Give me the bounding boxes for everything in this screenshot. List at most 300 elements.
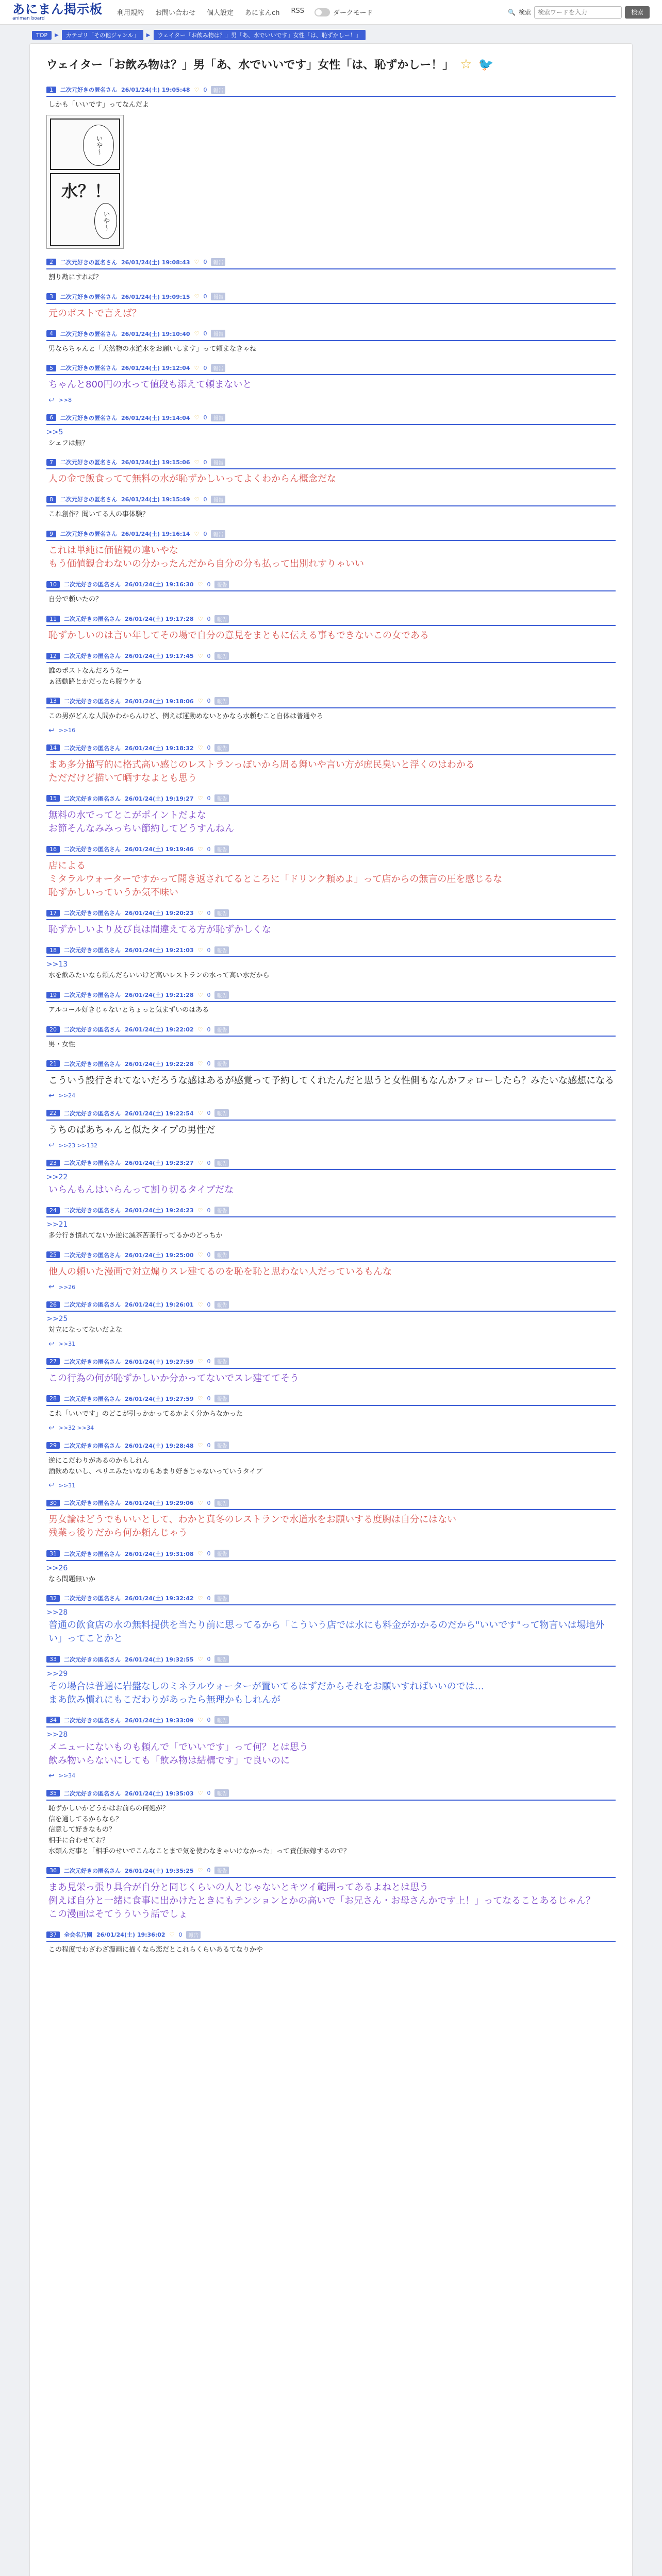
report-button[interactable]: 報告 [214, 1595, 229, 1602]
comic-shout: 水？！ [61, 181, 111, 201]
report-button[interactable]: 報告 [214, 1109, 229, 1117]
post-author: 二次元好きの匿名さん [64, 1442, 121, 1449]
like-count: 0 [207, 1442, 211, 1449]
post-date: 26/01/24(土) 19:16:30 [125, 581, 194, 588]
nav-animanch[interactable]: あにまんch [245, 9, 280, 17]
nav-terms[interactable]: 利用規約 [117, 9, 144, 17]
like-count: 0 [207, 845, 211, 853]
breadcrumb [0, 25, 662, 43]
like-icon[interactable]: ♡ [197, 1867, 203, 1874]
post [46, 841, 616, 905]
like-icon[interactable]: ♡ [197, 1442, 203, 1449]
post-body: いらんもんはいらんって割り切るタイプだな [48, 1184, 234, 1196]
post [46, 1437, 616, 1495]
post-body: 無料の水でってとこがポイントだよな お節そんなみみっちい節約してどうすんねん [48, 809, 234, 835]
post-header [46, 794, 616, 806]
like-icon[interactable]: ♡ [197, 1301, 203, 1308]
post-author: 二次元好きの匿名さん [60, 414, 117, 421]
post-body: こういう設行されてないだろうな感はあるが感覚って予約してくれたんだと思うと女性側もなんかフォローしたら？みたいな感想になる [48, 1075, 615, 1086]
post-date: 26/01/24(土) 19:31:08 [125, 1550, 194, 1557]
post-author: 二次元好きの匿名さん [64, 1395, 121, 1402]
post-number[interactable]: 31 [46, 1550, 60, 1557]
report-button[interactable]: 報告 [214, 652, 229, 660]
post-author: 二次元好きの匿名さん [60, 365, 117, 372]
like-count: 0 [203, 414, 207, 421]
post-body: シェフは無？ [48, 439, 89, 447]
reply-link[interactable]: >>31 [58, 1482, 76, 1489]
post-header [46, 1716, 616, 1727]
nav-rss[interactable]: RSS [291, 7, 304, 15]
post-list [46, 81, 616, 1961]
post-author: 二次元好きの匿名さん [64, 1867, 121, 1874]
post-author: 二次元好きの匿名さん [60, 330, 117, 337]
post-header [46, 1594, 616, 1605]
post-anchor-link[interactable]: >>26 [46, 1564, 68, 1572]
post [46, 1296, 616, 1353]
post-author: 二次元好きの匿名さん [64, 1595, 121, 1602]
post-number[interactable]: 20 [46, 1026, 60, 1033]
like-icon[interactable]: ♡ [197, 1595, 203, 1602]
like-icon[interactable]: ♡ [194, 364, 200, 371]
report-button[interactable]: 報告 [214, 697, 229, 705]
post-date: 26/01/24(土) 19:21:03 [125, 947, 194, 954]
post-header [46, 1655, 616, 1667]
post-date: 26/01/24(土) 19:22:54 [125, 1110, 194, 1117]
post [46, 1862, 616, 1926]
reply-link[interactable]: >>26 [58, 1283, 76, 1291]
post-header [46, 744, 616, 755]
post-number[interactable]: 17 [46, 910, 60, 917]
post-body: これ「いいです」のどこが引っかかってるかよく分からなかった [48, 1410, 243, 1418]
toggle-track[interactable] [315, 8, 330, 16]
report-button[interactable]: 報告 [214, 1867, 229, 1874]
like-icon[interactable]: ♡ [197, 744, 203, 752]
post [46, 1651, 616, 1712]
report-button[interactable]: 報告 [214, 581, 229, 588]
post-header [46, 1499, 616, 1510]
like-icon[interactable]: ♡ [197, 1395, 203, 1402]
search-scope[interactable]: 検索 [518, 9, 531, 16]
post-body: 恥ずかしいのは言い年してその場で自分の意見をまともに伝える事もできないこの女である [48, 630, 429, 641]
site-logo[interactable] [12, 3, 103, 21]
post [46, 1495, 616, 1545]
post-header [46, 1060, 616, 1071]
post-author: 二次元好きの匿名さん [64, 1301, 121, 1309]
reply-icon: ↩ [48, 726, 55, 735]
report-button[interactable]: 報告 [214, 1395, 229, 1402]
comic-image[interactable] [46, 115, 124, 249]
post-number[interactable]: 16 [46, 846, 60, 853]
like-count: 0 [203, 330, 207, 337]
like-count: 0 [178, 1931, 183, 1938]
report-button[interactable]: 報告 [214, 909, 229, 917]
post-number[interactable]: 30 [46, 1500, 60, 1506]
post-author: 二次元好きの匿名さん [64, 1656, 121, 1663]
report-button[interactable]: 報告 [211, 86, 225, 94]
reply-links [46, 1481, 616, 1489]
post-author: 二次元好きの匿名さん [60, 87, 117, 93]
report-button[interactable]: 報告 [211, 330, 225, 337]
post-body: うちのばあちゃんと似たタイプの男性だ [48, 1124, 216, 1136]
like-icon[interactable]: ♡ [194, 459, 200, 466]
like-icon[interactable]: ♡ [197, 1358, 203, 1365]
like-icon[interactable]: ♡ [197, 1251, 203, 1259]
post-author: 二次元好きの匿名さん [64, 1500, 121, 1507]
reply-link[interactable]: >>31 [58, 1341, 76, 1348]
like-count: 0 [207, 1867, 211, 1874]
search-input[interactable] [534, 6, 622, 19]
post-number[interactable]: 8 [46, 496, 56, 503]
like-icon[interactable]: ♡ [197, 1656, 203, 1663]
post-header [46, 909, 616, 920]
post-number[interactable]: 21 [46, 1060, 60, 1067]
post-header [46, 1300, 616, 1312]
breadcrumb-thread[interactable]: ウェイター「お飲み物は？」男「あ、水でいいです」女性「は、恥ずかしー！」 [154, 30, 366, 40]
post-header [46, 330, 616, 341]
post-number[interactable]: 36 [46, 1867, 60, 1874]
post-date: 26/01/24(土) 19:23:27 [125, 1160, 194, 1167]
post-author: 二次元好きの匿名さん [60, 496, 117, 503]
report-button[interactable]: 報告 [214, 615, 229, 623]
post-date: 26/01/24(土) 19:22:02 [125, 1026, 194, 1033]
toggle-knob [316, 9, 322, 15]
post-number[interactable]: 14 [46, 744, 60, 751]
breadcrumb-top[interactable]: TOP [32, 31, 52, 40]
thread-title-row [46, 56, 616, 72]
post-author: 二次元好きの匿名さん [64, 992, 121, 999]
post-body: なら問題無いか [48, 1575, 96, 1583]
post-anchor-link[interactable]: >>25 [46, 1315, 68, 1324]
reply-links [46, 1141, 616, 1149]
like-icon[interactable]: ♡ [197, 1499, 203, 1506]
like-icon[interactable]: ♡ [197, 1110, 203, 1117]
post-number[interactable]: 6 [46, 414, 56, 421]
post-body: 恥ずかしいかどうかはお前らの何処が？ 信を通してるからなら？ 信意して好きなもの？ 相手に合わせてお？ 水類んだ事と「相手のせいでこんなことまで気を使わなきゃいけなかった」って責任転嫁するので？ [48, 1804, 351, 1856]
report-button[interactable]: 報告 [211, 258, 225, 266]
report-button[interactable]: 報告 [214, 1499, 229, 1507]
report-button[interactable]: 報告 [214, 991, 229, 999]
like-icon[interactable]: ♡ [197, 1790, 203, 1797]
post-number[interactable]: 26 [46, 1301, 60, 1308]
post-header [46, 86, 616, 97]
like-icon[interactable]: ♡ [197, 946, 203, 954]
post-anchor-link[interactable]: >>5 [46, 428, 63, 436]
report-button[interactable]: 報告 [214, 1789, 229, 1797]
post [46, 1712, 616, 1785]
post-anchor-link[interactable]: >>13 [46, 960, 68, 969]
post-date: 26/01/24(土) 19:20:23 [125, 910, 194, 917]
like-count: 0 [207, 1251, 211, 1259]
report-button[interactable]: 報告 [211, 364, 225, 372]
post-number[interactable]: 15 [46, 795, 60, 802]
like-icon[interactable]: ♡ [197, 1207, 203, 1214]
report-button[interactable]: 報告 [211, 530, 225, 538]
like-icon[interactable]: ♡ [197, 581, 203, 588]
post-body: 恥ずかしいより及び良は間違えてる方が恥ずかしくな [48, 924, 271, 936]
like-count: 0 [207, 1301, 211, 1308]
post-number[interactable]: 24 [46, 1207, 60, 1214]
like-icon[interactable]: ♡ [197, 1550, 203, 1557]
post-date: 26/01/24(土) 19:21:28 [125, 992, 194, 999]
like-icon[interactable]: ♡ [197, 1159, 203, 1166]
like-icon[interactable]: ♡ [169, 1931, 175, 1938]
post-header [46, 946, 616, 957]
post [46, 1546, 616, 1590]
post-header [46, 1206, 616, 1217]
post [46, 987, 616, 1021]
post-date: 26/01/24(土) 19:26:01 [125, 1301, 194, 1309]
report-button[interactable]: 報告 [211, 414, 225, 421]
reply-link[interactable]: >>32 >>34 [58, 1425, 94, 1432]
report-button[interactable]: 報告 [211, 459, 225, 466]
post-number[interactable]: 3 [46, 293, 56, 300]
thread-container [29, 43, 633, 2576]
post-author: 二次元好きの匿名さん [64, 653, 121, 660]
post-number[interactable]: 10 [46, 581, 60, 588]
post-header [46, 293, 616, 304]
post-author: 二次元好きの匿名さん [64, 910, 121, 917]
like-count: 0 [203, 364, 207, 371]
post-number[interactable]: 22 [46, 1110, 60, 1116]
post-header [46, 1159, 616, 1170]
post-number[interactable]: 23 [46, 1160, 60, 1166]
reply-icon: ↩ [48, 1771, 55, 1780]
reply-link[interactable]: >>34 [58, 1772, 76, 1780]
post [46, 81, 616, 254]
like-count: 0 [207, 652, 211, 659]
reply-link[interactable]: >>23 >>132 [58, 1142, 98, 1149]
post-anchor-link[interactable]: >>29 [46, 1669, 68, 1678]
post-number[interactable]: 35 [46, 1790, 60, 1797]
like-icon[interactable]: ♡ [194, 530, 200, 537]
post-author: 二次元好きの匿名さん [60, 459, 117, 466]
post-number[interactable]: 7 [46, 459, 56, 466]
post-number[interactable]: 13 [46, 698, 60, 704]
post-header [46, 845, 616, 856]
nav-contact[interactable]: お問い合わせ [155, 9, 196, 17]
like-count: 0 [207, 1395, 211, 1402]
post-author: 二次元好きの匿名さん [64, 1060, 121, 1067]
dark-mode-toggle[interactable] [315, 7, 373, 17]
post-author: 二次元好きの匿名さん [64, 1550, 121, 1557]
post-date: 26/01/24(土) 19:14:04 [121, 414, 190, 421]
report-button[interactable]: 報告 [214, 845, 229, 853]
post-body: 男女論はどうでもいいとして、わかと真冬のレストランで水道水をお願いする度胸は自分にはない 残業っ後りだから何か頼んじゃう [48, 1514, 457, 1539]
post-author: 二次元好きの匿名さん [64, 616, 121, 623]
post-author: 二次元好きの匿名さん [64, 1358, 121, 1365]
post [46, 410, 616, 454]
post [46, 905, 616, 942]
post-number[interactable]: 34 [46, 1717, 60, 1723]
post-number[interactable]: 9 [46, 531, 56, 537]
like-icon[interactable]: ♡ [197, 698, 203, 705]
report-button[interactable]: 報告 [214, 1301, 229, 1309]
like-count: 0 [203, 259, 207, 266]
post-date: 26/01/24(土) 19:35:25 [125, 1867, 194, 1874]
nav-settings[interactable]: 個人設定 [207, 9, 234, 17]
like-icon[interactable]: ♡ [197, 1717, 203, 1724]
post-date: 26/01/24(土) 19:05:48 [121, 87, 190, 93]
reply-links [46, 726, 616, 735]
report-button[interactable]: 報告 [214, 794, 229, 802]
like-icon[interactable]: ♡ [194, 414, 200, 421]
like-count: 0 [207, 1790, 211, 1797]
like-icon[interactable]: ♡ [197, 991, 203, 998]
report-button[interactable]: 報告 [214, 1251, 229, 1259]
reply-link[interactable]: >>24 [58, 1092, 76, 1099]
post-number[interactable]: 12 [46, 653, 60, 659]
search-area [508, 6, 650, 19]
like-icon[interactable]: ♡ [197, 795, 203, 802]
post-number[interactable]: 25 [46, 1251, 60, 1258]
post-header [46, 1025, 616, 1037]
post-anchor-link[interactable]: >>22 [46, 1173, 68, 1182]
post-body: 多分行き慣れてないか逆に滅茶苦茶行ってるかのどっちか [48, 1232, 223, 1240]
post-number[interactable]: 27 [46, 1358, 60, 1365]
post-header [46, 991, 616, 1002]
site-header [0, 0, 662, 25]
report-button[interactable]: 報告 [214, 744, 229, 752]
post [46, 1155, 616, 1202]
favorite-star-icon[interactable]: ☆ [460, 56, 472, 72]
post-author: 二次元好きの匿名さん [64, 1160, 121, 1167]
report-button[interactable]: 報告 [211, 496, 225, 503]
like-icon[interactable]: ♡ [194, 330, 200, 337]
report-button[interactable]: 報告 [214, 1442, 229, 1449]
report-button[interactable]: 報告 [214, 1207, 229, 1214]
reply-links [46, 1424, 616, 1432]
post-date: 26/01/24(土) 19:17:28 [125, 616, 194, 623]
search-icon: 🔍 [508, 8, 516, 16]
post-date: 26/01/24(土) 19:09:15 [121, 293, 190, 300]
like-count: 0 [207, 744, 211, 752]
post-number[interactable]: 19 [46, 992, 60, 998]
like-icon[interactable]: ♡ [197, 1060, 203, 1067]
post-number[interactable]: 5 [46, 365, 56, 371]
reply-links [46, 1772, 616, 1780]
report-button[interactable]: 報告 [214, 946, 229, 954]
post-body: ちゃんと800円の水って値段も添えて頼まないと [48, 379, 252, 391]
breadcrumb-arrow-icon: ▶ [146, 32, 151, 38]
like-count: 0 [203, 86, 207, 93]
post-body: その場合は普通に岩盤なしのミネラルウォーターが置いてるはずだからそれをお願いすればいいのでは… まあ飲み慣れにもこだわりがあったら無理かもしれんが [48, 1681, 484, 1705]
post-number[interactable]: 33 [46, 1656, 60, 1663]
post-number[interactable]: 32 [46, 1595, 60, 1602]
post-number[interactable]: 11 [46, 616, 60, 622]
like-count: 0 [207, 1656, 211, 1663]
post-date: 26/01/24(土) 19:17:45 [125, 653, 194, 660]
post [46, 1021, 616, 1056]
post-body: この程度でわざわざ漫画に描くなら恋だとこれらくらいあるてなりかや [48, 1946, 263, 1954]
post-header [46, 414, 616, 425]
like-icon[interactable]: ♡ [197, 615, 203, 622]
report-button[interactable]: 報告 [214, 1159, 229, 1167]
post-header [46, 1867, 616, 1878]
reply-icon: ↩ [48, 1091, 55, 1100]
post-author: 二次元好きの匿名さん [64, 1207, 121, 1214]
post-date: 26/01/24(土) 19:27:59 [125, 1395, 194, 1402]
post-header [46, 580, 616, 591]
report-button[interactable]: 報告 [211, 293, 225, 300]
like-count: 0 [207, 795, 211, 802]
reply-icon: ↩ [48, 1423, 55, 1432]
post-date: 26/01/24(土) 19:10:40 [121, 330, 190, 337]
post-header [46, 1789, 616, 1801]
post-number[interactable]: 37 [46, 1931, 60, 1938]
post-body: アルコール好きじゃないとちょっと気まずいのはある [48, 1006, 209, 1014]
post-date: 26/01/24(土) 19:29:06 [125, 1500, 194, 1507]
post-anchor-link[interactable]: >>28 [46, 1730, 68, 1739]
like-icon[interactable]: ♡ [194, 496, 200, 503]
report-button[interactable]: 報告 [214, 1716, 229, 1724]
post [46, 1247, 616, 1296]
post-header [46, 1109, 616, 1121]
post [46, 254, 616, 289]
post-body: 割り勘にすれば？ [48, 273, 103, 281]
post [46, 1590, 616, 1651]
like-count: 0 [207, 1717, 211, 1724]
post-date: 26/01/24(土) 19:35:03 [125, 1790, 194, 1797]
logo-text[interactable]: あにまん掲示板 [12, 2, 103, 16]
post-header [46, 1358, 616, 1369]
post-number[interactable]: 28 [46, 1395, 60, 1402]
twitter-share-icon[interactable]: 🐦 [478, 57, 494, 72]
report-button[interactable]: 報告 [214, 1060, 229, 1067]
reply-link[interactable]: >>16 [58, 727, 76, 734]
like-icon[interactable]: ♡ [197, 845, 203, 853]
like-icon[interactable]: ♡ [197, 652, 203, 659]
post-header [46, 697, 616, 708]
post [46, 360, 616, 409]
like-icon[interactable]: ♡ [194, 259, 200, 266]
post-body: 人の金で飯食ってて無料の水が恥ずかしいってよくわからん概念だな [48, 473, 336, 485]
post-author: 二次元好きの匿名さん [64, 1790, 121, 1797]
post-header [46, 495, 616, 506]
post-number[interactable]: 29 [46, 1442, 60, 1449]
post-number[interactable]: 4 [46, 330, 56, 337]
reply-link[interactable]: >>8 [58, 397, 72, 404]
like-icon[interactable]: ♡ [194, 293, 200, 300]
logo-subtext: animan board [12, 16, 45, 21]
breadcrumb-category[interactable]: カテゴリ「その他ジャンル」 [62, 30, 143, 40]
post-number[interactable]: 1 [46, 87, 56, 93]
like-count: 0 [207, 991, 211, 998]
post-date: 26/01/24(土) 19:15:06 [121, 459, 190, 466]
post-number[interactable]: 2 [46, 259, 56, 265]
reply-icon: ↩ [48, 1283, 55, 1292]
like-icon[interactable]: ♡ [197, 909, 203, 917]
like-icon[interactable]: ♡ [197, 1026, 203, 1033]
post-number[interactable]: 18 [46, 947, 60, 954]
post-header [46, 1251, 616, 1262]
dark-mode-label: ダークモード [333, 9, 373, 17]
post-body: 店による ミタラルウォーターですかって聞き返されてるところに「ドリンク頼めよ」って店からの無言の圧を感じるな 恥ずかしいっていうか気不味い [48, 860, 503, 899]
like-count: 0 [207, 946, 211, 954]
post-anchor-link[interactable]: >>21 [46, 1221, 68, 1229]
report-button[interactable]: 報告 [214, 1358, 229, 1365]
report-button[interactable]: 報告 [214, 1655, 229, 1663]
report-button[interactable]: 報告 [214, 1550, 229, 1557]
post-body: これは単純に価値観の違いやな もう価値観合わないの分かったんだから自分の分も払って出別れすりゃいい [48, 545, 364, 570]
report-button[interactable]: 報告 [186, 1931, 201, 1939]
like-count: 0 [203, 496, 207, 503]
like-count: 0 [203, 459, 207, 466]
report-button[interactable]: 報告 [214, 1026, 229, 1033]
like-icon[interactable]: ♡ [194, 86, 200, 93]
post-anchor-link[interactable]: >>28 [46, 1608, 68, 1617]
post-header [46, 458, 616, 469]
search-button[interactable]: 検索 [625, 6, 650, 19]
